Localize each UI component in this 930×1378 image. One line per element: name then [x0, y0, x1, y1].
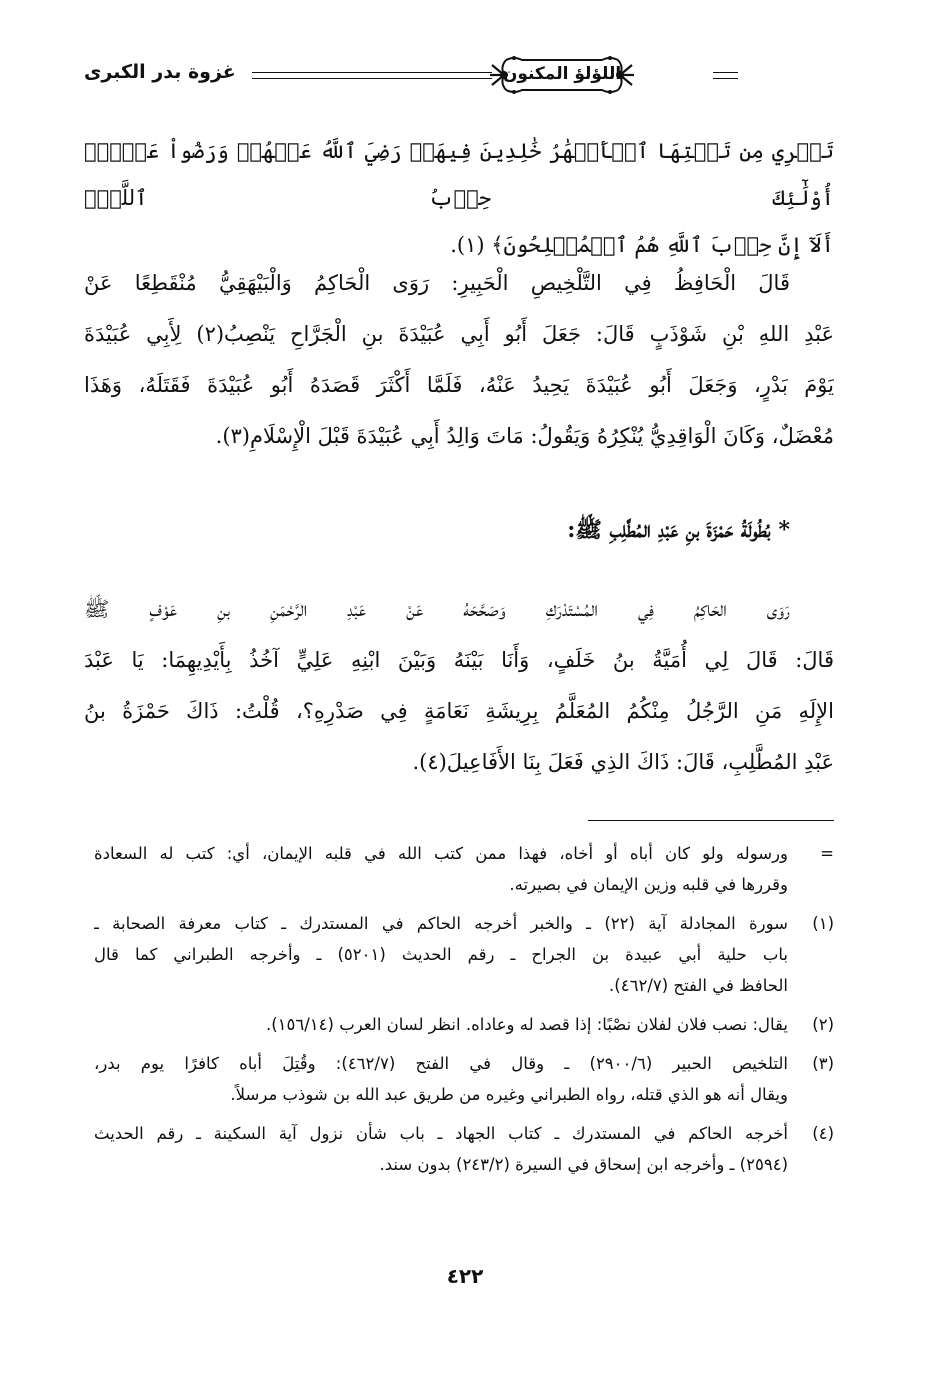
quran-line: تَجۡرِي مِن تَحۡتِهَا ٱلۡأَنۡهَٰرُ خَٰلِدِينَ فِيهَاۚ رَضِيَ ٱللَّهُ عَنۡهُمۡ وَرَضُواْ عَنۡهُۚ أُوْلَٰٓئِكَ حِزۡبُ ٱللَّهِۚ — [84, 139, 834, 210]
quran-verse — [84, 128, 834, 269]
footnotes — [94, 838, 834, 1188]
footnote-line: ورسوله ولو كان أباه أو أخاه، فهذا ممن كتب الله في قلبه الإيمان، أي: كتب له السعادة — [94, 844, 788, 863]
paragraph-line: رَوَى الحَاكِمُ فِي المُسْتَدْرَكِ وَصَحَّحَهُ عَنْ عَبْدِ الرَّحْمَنِ بنِ عَوْفٍ ﷺ — [84, 597, 790, 621]
footnote — [94, 1118, 834, 1180]
paragraph-line: الإِلَهِ مَنِ الرَّجُلُ مِنْكُمُ المُعَلَّمُ بِرِيشَةِ نَعَامَةٍ فِي صَدْرِهِ؟، قُلْتُ: ذَاكَ حَمْزَةُ بنُ — [84, 699, 834, 723]
footnote-line: باب حلية أبي عبيدة بن الجراح ـ رقم الحديث (٥٢٠١) ـ وأخرجه الطبراني كما قال — [94, 945, 788, 964]
paragraph-line: عَبْدِ المُطَّلِبِ، قَالَ: ذَاكَ الذِي فَعَلَ بِنَا الأَفَاعِيلَ(٤). — [412, 750, 834, 774]
footnote — [94, 1009, 834, 1040]
footnote-number: (٢) — [812, 1015, 834, 1034]
footnote-line: سورة المجادلة آية (٢٢) ـ والخبر أخرجه الحاكم في المستدرك ـ كتاب معرفة الصحابة ـ — [94, 914, 788, 933]
footnote-line: الحافظ في الفتح (٤٦٢/٧). — [609, 976, 788, 995]
footnote — [94, 838, 834, 900]
header-ornament — [488, 52, 636, 98]
footnote-line: وقررها في قلبه وزين الإيمان في بصيرته. — [509, 875, 788, 894]
header-rule-left — [252, 72, 492, 79]
paragraph-line: قَالَ الْحَافِظُ فِي التَّلْخِيصِ الْحَبِيرِ: رَوَى الْحَاكِمُ وَالْبَيْهَقِيُّ مُنْقَطِعًا عَنْ — [84, 271, 790, 295]
section-heading-text: بُطُولَةُ حَمْزَةَ بنِ عَبْدِ المُطَّلِبِ ﷺ: — [567, 517, 771, 543]
footnote-separator — [588, 820, 834, 821]
footnote — [94, 908, 834, 1001]
footnote-number: (٣) — [812, 1054, 834, 1073]
running-header — [84, 52, 834, 98]
footnote-number: = — [820, 844, 834, 863]
footnote-line: أخرجه الحاكم في المستدرك ـ كتاب الجهاد ـ باب شأن نزول آية السكينة ـ رقم الحديث — [94, 1124, 788, 1143]
footnote-line: التلخيص الحبير (٢٩٠٠/٦) ـ وقال في الفتح (٤٦٢/٧): وقُتِلَ أباه كافرًا يوم بدر، — [94, 1054, 788, 1073]
paragraph — [84, 258, 834, 462]
chapter-title: غزوة بدر الكبرى — [84, 61, 236, 83]
paragraph-line: يَوْمَ بَدْرٍ، وَجَعَلَ أَبُو عُبَيْدَةَ يَحِيدُ عَنْهُ، فَلَمَّا أَكْثَرَ قَصَدَهُ أَبُو عُبَيْدَةَ فَقَتَلَهُ، وَهَذَا — [84, 373, 834, 397]
footnote-line: ويقال أنه هو الذي قتله، رواه الطبراني وغيره من طريق عبد الله بن شوذب مرسلاً. — [230, 1085, 788, 1104]
footnote-number: (٤) — [812, 1124, 834, 1143]
paragraph-line: مُعْضَلٌ، وَكَانَ الْوَاقِدِيُّ يُنْكِرُهُ وَيَقُولُ: مَاتَ وَالِدُ أَبِي عُبَيْدَةَ قَبْلَ الْإِسْلَامِ(٣). — [215, 424, 834, 448]
footnote-line: يقال: نصب فلان لفلان نصْبًا: إذا قصد له وعاداه. انظر لسان العرب (١٥٦/١٤). — [265, 1015, 788, 1034]
paragraph — [84, 584, 834, 788]
page-number: ٤٢٢ — [446, 1264, 484, 1288]
series-title: اللؤلؤ المكنون — [502, 64, 622, 84]
footnote-number: (١) — [812, 914, 834, 933]
bullet-star-icon: * — [778, 517, 790, 543]
quran-line: أَلَآ إِنَّ حِزۡبَ ٱللَّهِ هُمُ ٱلۡمُفۡلِحُونَ﴾ (١). — [450, 233, 834, 257]
footnote-line: (٢٥٩٤) ـ وأخرجه ابن إسحاق في السيرة (٢٤٣/٢) بدون سند. — [379, 1155, 788, 1174]
footnote — [94, 1048, 834, 1110]
paragraph-line: قَالَ: قَالَ لِي أُمَيَّةُ بنُ خَلَفٍ، وَأَنَا بَيْنَهُ وَبَيْنَ ابْنِهِ عَلِيٍّ آخُذُ بِأَيْدِيهِمَا: يَا عَبْدَ — [84, 648, 834, 672]
paragraph-line: عَبْدِ اللهِ بْنِ شَوْذَبٍ قَالَ: جَعَلَ أَبُو أَبِي عُبَيْدَةَ بنِ الْجَرَّاحِ يَنْصِبُ(٢) لِأَبِي عُبَيْدَةَ — [84, 322, 834, 346]
header-rule-right — [713, 72, 738, 79]
section-heading — [84, 510, 834, 550]
